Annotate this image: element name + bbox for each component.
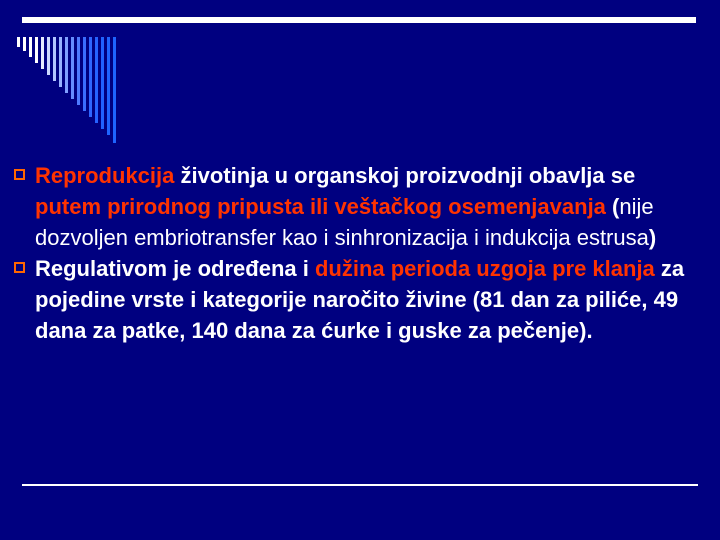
body-text: nije dozvoljen embriotransfer kao i sinhronizacija i indukcija estrusa: [35, 194, 654, 250]
body-text: za pojedine vrste i kategorije naročito živine (81 dan za piliće, 49 dana za patke, 140 dana za ćurke i guske za pečenje).: [35, 256, 685, 343]
highlighted-text: Reprodukcija: [35, 163, 175, 188]
square-bullet-icon: [14, 169, 25, 180]
bullet-item: [14, 253, 704, 346]
highlighted-text: putem prirodnog pripusta ili veštačkog osemenjavanja: [35, 194, 606, 219]
decorative-stripes: [0, 0, 130, 150]
body-text: životinja u organskoj proizvodnji obavlja se: [174, 163, 636, 188]
body-text: (: [605, 194, 620, 219]
highlighted-text: dužina perioda uzgoja pre klanja: [314, 256, 655, 281]
bullet-item: [14, 160, 704, 253]
body-text: Regulativom je određena i: [35, 256, 315, 281]
body-text: ): [648, 225, 657, 250]
bottom-divider: [22, 484, 698, 486]
bullet-list: [14, 160, 704, 346]
square-bullet-icon: [14, 262, 25, 273]
